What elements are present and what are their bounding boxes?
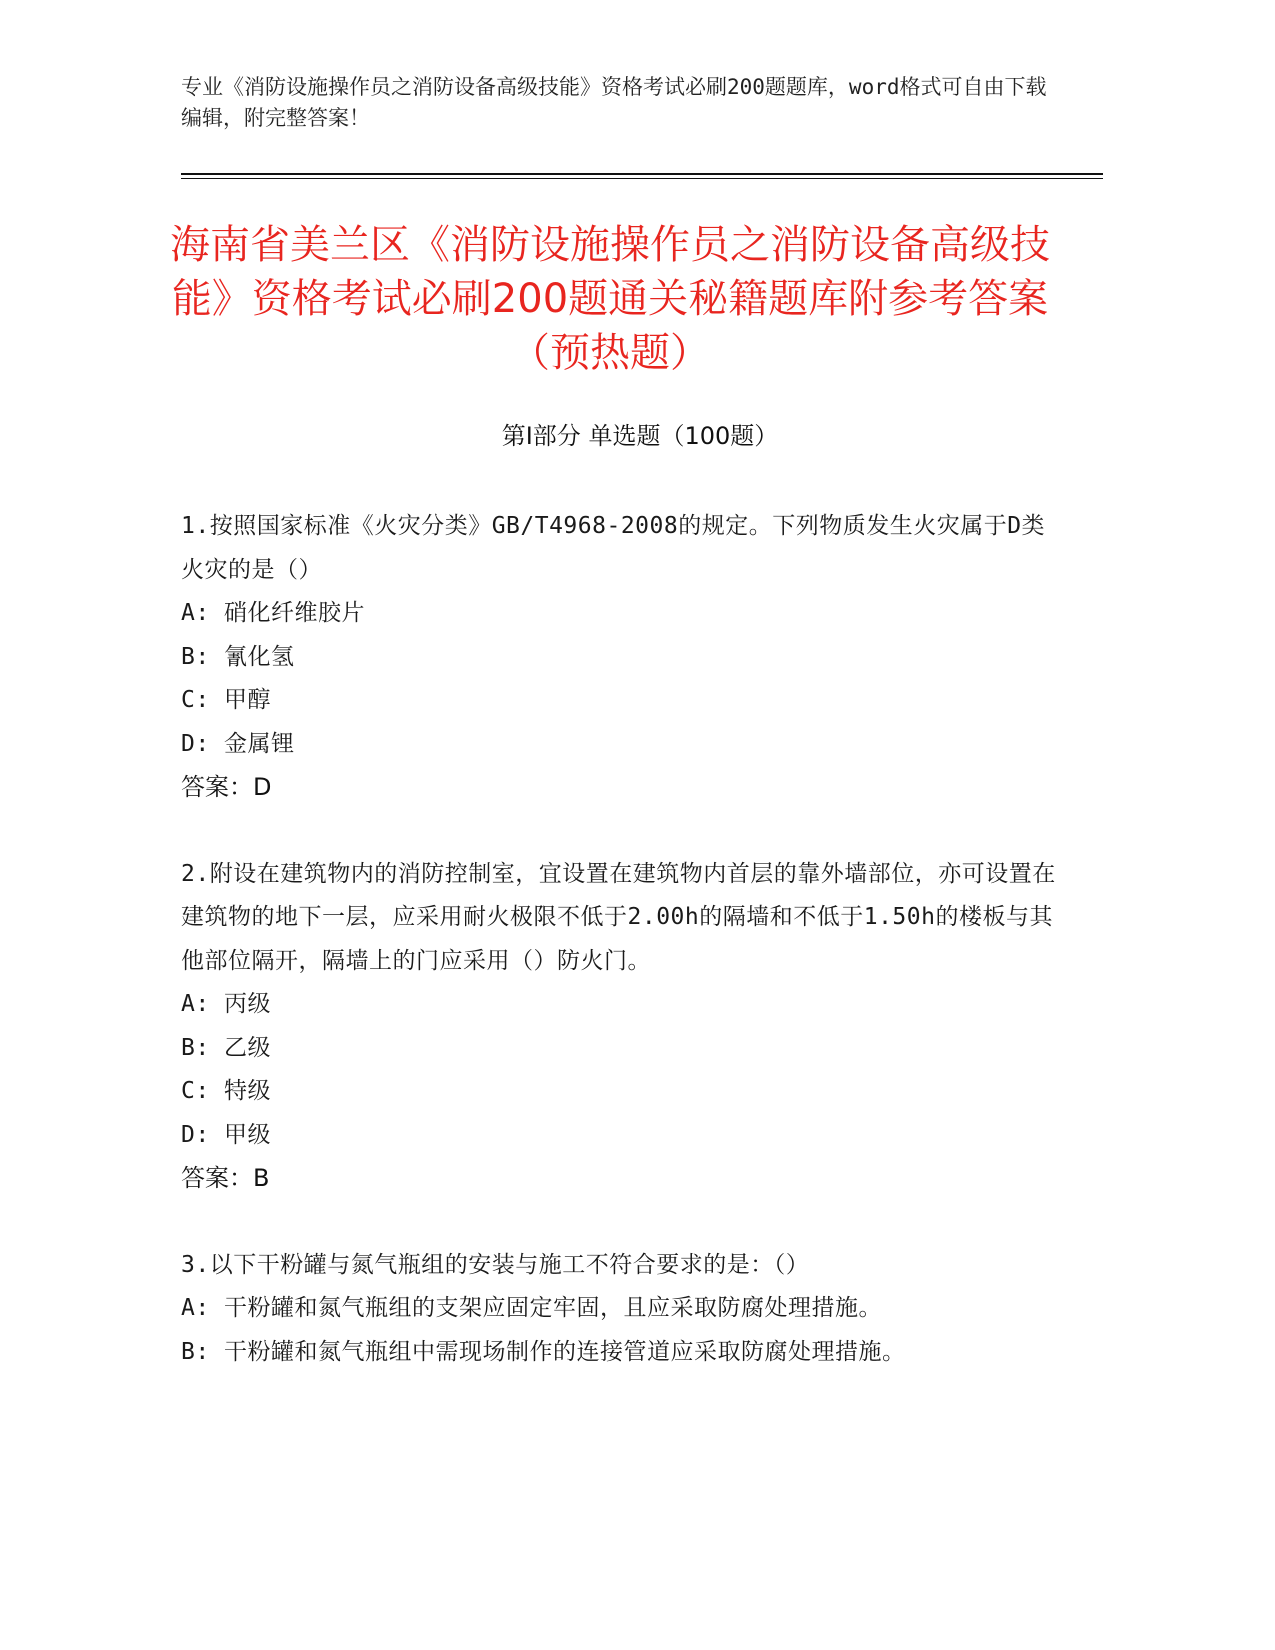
option-a: A: 干粉罐和氮气瓶组的支架应固定牢固，且应采取防腐处理措施。 [181,1295,883,1321]
option-b: B: 乙级 [181,1034,272,1061]
option-d: D: 金属锂 [181,730,295,757]
question-stem: 3.以下干粉罐与氮气瓶组的安装与施工不符合要求的是：（） [181,1251,810,1278]
header-divider-thin [181,178,1103,179]
header-divider-thick [181,173,1103,175]
answer-line: 答案：B [181,1164,270,1192]
option-a: A: 硝化纤维胶片 [181,600,366,626]
question-list [181,505,1061,1417]
option-c: C: 甲醇 [181,687,272,713]
question-1 [181,505,1061,810]
question-stem: 1.按照国家标准《火灾分类》GB/T4968-2008的规定。下列物质发生火灾属于D类火灾的是（） [181,513,1046,583]
section-title: 第I部分 单选题（100题） [501,422,779,450]
option-d: D: 甲级 [181,1121,272,1148]
document-title: 海南省美兰区《消防设施操作员之消防设备高级技能》资格考试必刷200题通关秘籍题库附参考答案（预热题） [170,222,1050,376]
header-note: 专业《消防设施操作员之消防设备高级技能》资格考试必刷200题题库，word格式可自由下载编辑，附完整答案！ [181,75,1047,130]
question-3 [181,1244,1061,1375]
option-b: B: 氰化氢 [181,643,295,670]
answer-line: 答案：D [181,773,272,801]
option-b: B: 干粉罐和氮气瓶组中需现场制作的连接管道应采取防腐处理措施。 [181,1338,906,1365]
option-c: C: 特级 [181,1078,272,1104]
question-2 [181,853,1061,1201]
option-a: A: 丙级 [181,991,272,1017]
question-stem: 2.附设在建筑物内的消防控制室，宜设置在建筑物内首层的靠外墙部位，亦可设置在建筑物的地下一层，应采用耐火极限不低于2.00h的隔墙和不低于1.50h的楼板与其他部位隔开，隔墙上的门应采用（）防火门。 [181,860,1056,974]
